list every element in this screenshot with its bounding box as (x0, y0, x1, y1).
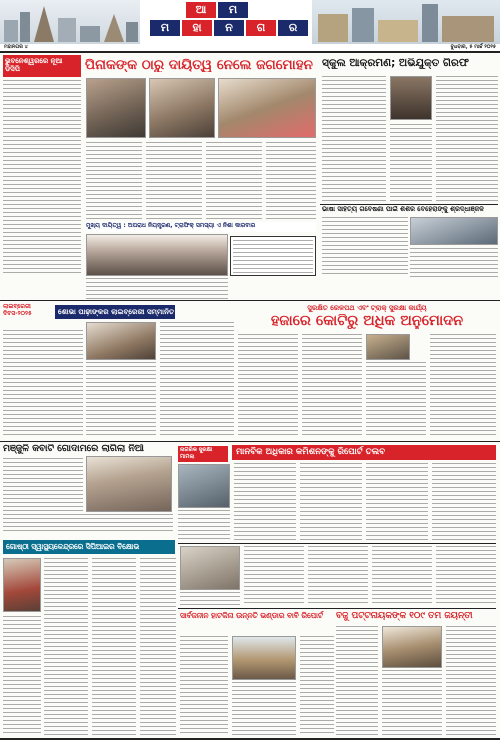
headline-human-rights: ମାନବିକ ଅଧିକାର କମିଶନଙ୍କୁ ରିପୋର୍ଟ ତଲବ (236, 447, 386, 457)
photo-temple (232, 636, 296, 680)
photo-fire (86, 456, 172, 512)
photo-meeting (180, 546, 240, 590)
masthead-city-illustration-left (0, 0, 140, 44)
photo-biju-celebration (382, 626, 442, 668)
issue-date: ବୁଧବାର, ୫ ମାର୍ଚ୍ଚ ୨୦୨୫ (450, 44, 496, 50)
headline-budget: ସାର୍ବଜନୀନ ହାଟକିନା ଉନ୍ନତି ଭଣ୍ଡାର ବାବି ରିପୋର୍ଟ (180, 611, 324, 620)
masthead-city-illustration-right (312, 0, 500, 44)
photo-police-officers (86, 78, 146, 138)
masthead (0, 0, 500, 52)
headline-health: ଗୋଷ୍ଠୀ ସ୍ୱାସ୍ଥ୍ୟକେନ୍ଦ୍ରରେ ସିପିଆଇର ବିକ୍ଷୋଭ (6, 542, 140, 551)
page-label: ମହାନଗର ୪ (4, 44, 28, 50)
section-tag-box (3, 55, 81, 77)
library-tag-box (3, 303, 53, 327)
headline-fire: ମଞ୍ଜୁଳି କବାଟି ଗୋଦାମରେ ଲାଗିଲା ନିଆଁ (3, 444, 144, 454)
photo-traffic (178, 464, 230, 508)
health-bar (3, 540, 175, 554)
headline-tribute: ଭାଷା ସାହିତ୍ୟ ଗବେଷଣା ପାଇଁ ଶିଶିର ବେହେରାଙ୍କୁ ଶ୍ରଦ୍ଧାଞ୍ଜଳି (322, 206, 484, 213)
masthead-rule (0, 51, 500, 53)
photo-press-conference (218, 78, 316, 138)
headline-rail: ହଜାରେ କୋଟିରୁ ଅଧିକ ଅନୁମୋଦନ (270, 314, 464, 329)
masthead-tile: ଆ (186, 2, 216, 18)
headline-library: ଶୋଭା ପାଢ଼ୀଙ୍କର ଲାଇବ୍ରେରୀ ସମ୍ମାନିତ (58, 307, 175, 316)
scheme-tag: ନାଗରିକ ସୁରକ୍ଷା ମାମଲା (180, 447, 213, 460)
photo-gathering (86, 234, 228, 276)
photo-library-award (86, 322, 156, 360)
masthead-tile: ର (278, 20, 308, 36)
photo-protest (3, 558, 41, 612)
masthead-tile: ନ (214, 20, 244, 36)
human-rights-bar (232, 445, 496, 460)
library-headline-bar (55, 305, 175, 319)
masthead-tile: ହା (182, 20, 212, 36)
photo-seminar (410, 217, 498, 245)
scheme-tag-box (178, 446, 228, 462)
library-tag: ଲାଇବ୍ରେରୀ ଦିବସ-୨୦୨୫ (3, 303, 32, 318)
photo-accused (390, 76, 432, 120)
photo-rail-track (366, 334, 410, 360)
section-tag: ଭୁବନେଶ୍ୱରରେ ନୂଆ ଡିସିପି (5, 57, 63, 74)
headline-dcp: ପିନାକଙ୍କ ଠାରୁ ଦାୟିତ୍ୱ ନେଲେ ଜଗମୋହନ (85, 58, 313, 73)
headline-biju: ବିଜୁ ପଟ୍ଟନାୟକଙ୍କ ୧୦୯ ତମ ଜୟନ୍ତୀ (336, 612, 473, 621)
photo-dcp-handover (149, 78, 215, 138)
headline-school-attack: ସ୍କୁଲ ଆକ୍ରମଣ; ଅଭିଯୁକ୍ତ ଗିରଫ (322, 58, 469, 69)
sub-banner (86, 222, 316, 232)
rail-tag: ସୁରକ୍ଷିତ ରେଳପଥ ଏବଂ ଟ୍ରାକ୍ ସୁରକ୍ଷା କାର୍ଯ୍ୟ (307, 304, 427, 312)
masthead-tile: ଗ (246, 20, 276, 36)
masthead-tile: ମ (218, 2, 248, 18)
masthead-tile: ମ (150, 20, 180, 36)
sub-banner-text: ମୁଖ୍ୟ ଦାୟିତ୍ୱ : ଅପରାଧ ନିୟନ୍ତ୍ରଣ, ଟ୍ରାଫିକ୍ ସମସ୍ୟା ଏ ନିଶା କାରବାର (86, 222, 256, 229)
